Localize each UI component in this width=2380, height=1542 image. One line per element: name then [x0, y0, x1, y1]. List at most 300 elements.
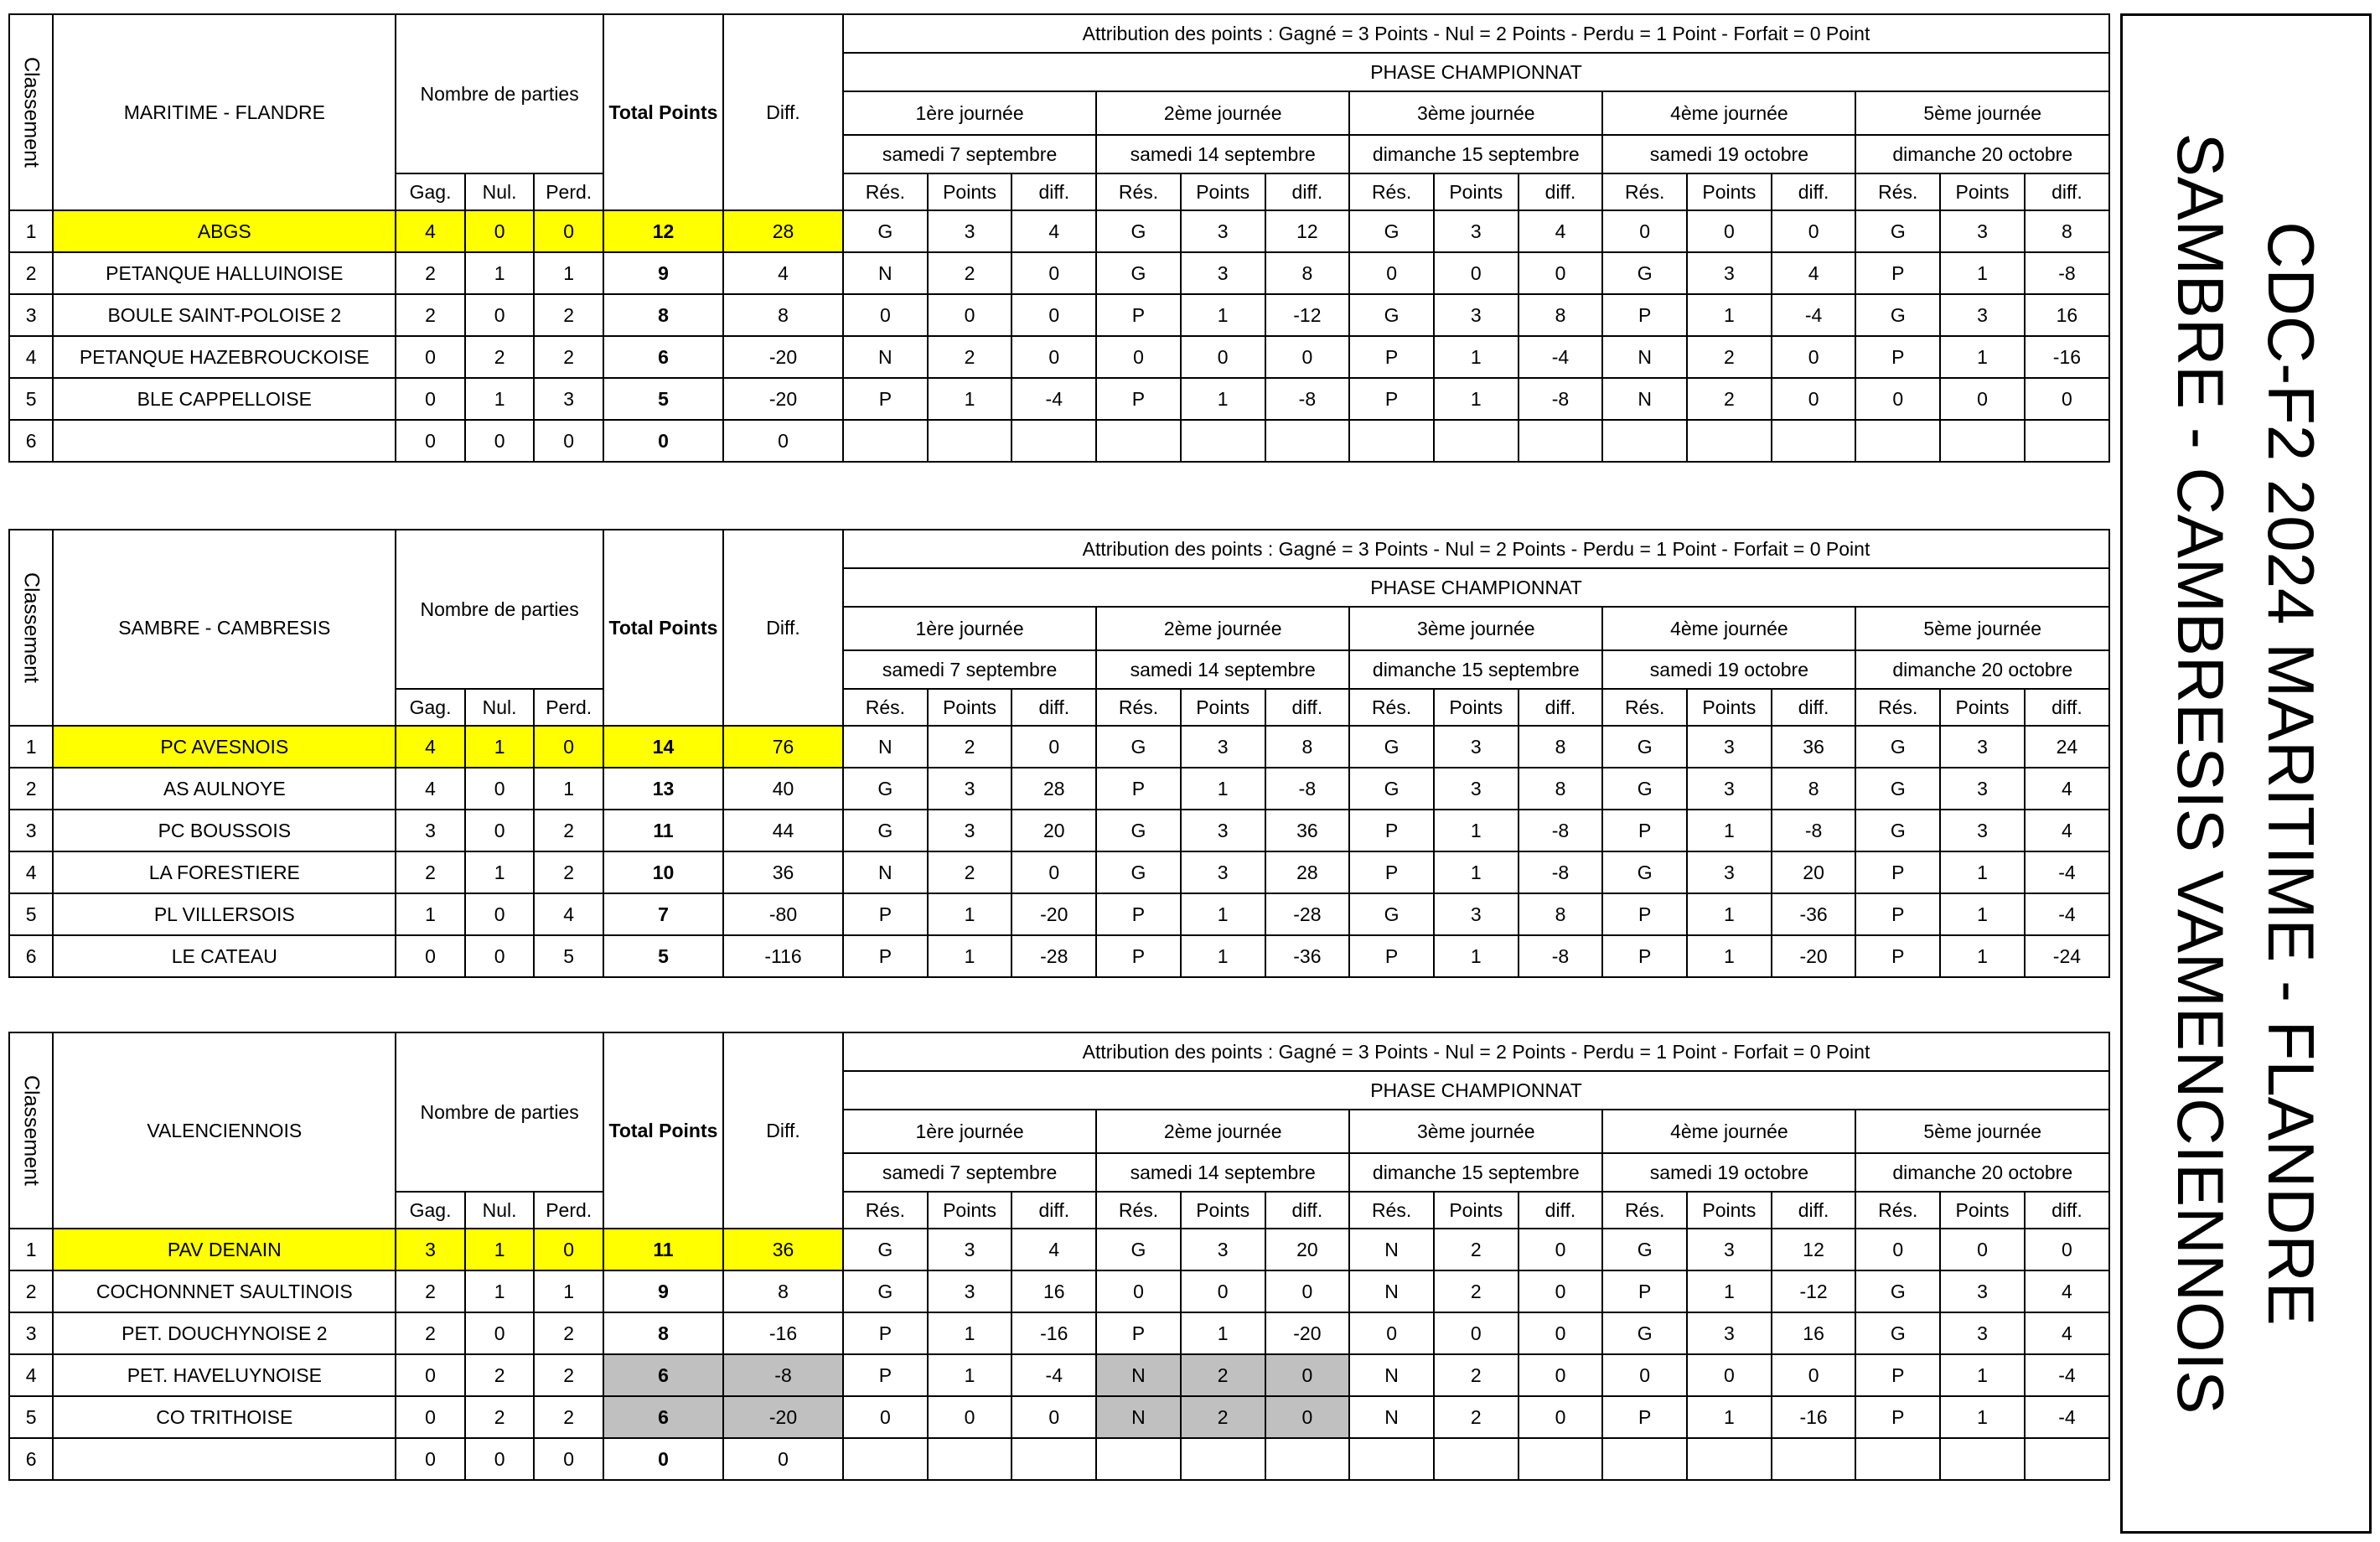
round-diff-cell: 0 — [2025, 1229, 2109, 1270]
team-name-cell: CO TRITHOISE — [53, 1396, 396, 1438]
journee-header-2: 2ème journée — [1096, 607, 1349, 650]
draws-cell: 1 — [465, 1270, 535, 1312]
round-points-cell: 2 — [1687, 378, 1772, 420]
table-row — [9, 420, 2109, 462]
team-name-cell: LE CATEAU — [53, 935, 396, 977]
result-cell: N — [843, 252, 928, 294]
rank-cell: 1 — [9, 210, 53, 252]
round-diff-cell: 0 — [1012, 294, 1096, 336]
wins-cell: 2 — [396, 851, 465, 893]
table-row — [9, 726, 2109, 768]
journee-header-3: 3ème journée — [1349, 1110, 1602, 1153]
result-cell: G — [1349, 768, 1434, 810]
round-points-cell: 3 — [1181, 851, 1265, 893]
round-points-cell — [1687, 420, 1772, 462]
round-diff-cell: 20 — [1265, 1229, 1350, 1270]
result-cell: G — [1602, 726, 1687, 768]
round-points-cell — [928, 420, 1012, 462]
standings-grid — [8, 1032, 2110, 1481]
classement-header — [9, 14, 53, 210]
round-points-cell — [1434, 420, 1519, 462]
goal-diff-cell: 0 — [723, 420, 843, 462]
round-points-cell: 3 — [1687, 726, 1772, 768]
wins-cell: 0 — [396, 1354, 465, 1396]
result-cell: P — [1602, 1270, 1687, 1312]
result-cell: G — [1855, 768, 1940, 810]
competition-title-line-1: CDC-F2 2024 MARITIME - FLANDRE — [2254, 221, 2328, 1326]
total-points-cell: 7 — [603, 893, 723, 935]
team-name-cell: AS AULNOYE — [53, 768, 396, 810]
journee-header-5: 5ème journée — [1855, 607, 2109, 650]
round-diff-cell: -20 — [1012, 893, 1096, 935]
result-cell: P — [843, 1354, 928, 1396]
round-diff-cell: -4 — [1519, 336, 1603, 378]
result-cell: P — [1349, 851, 1434, 893]
table-row — [9, 1229, 2109, 1270]
round-diff-cell — [1519, 1438, 1603, 1480]
nombre-parties-header: Nombre de parties — [396, 530, 603, 689]
round-points-cell: 1 — [1434, 336, 1519, 378]
team-name-cell: BLE CAPPELLOISE — [53, 378, 396, 420]
result-cell: N — [1602, 378, 1687, 420]
rank-cell: 2 — [9, 252, 53, 294]
round-diff-cell: 20 — [1772, 851, 1856, 893]
table-row — [9, 378, 2109, 420]
round-points-cell: 0 — [1687, 1354, 1772, 1396]
round-diff-cell: 0 — [1519, 1270, 1603, 1312]
round-diff-cell: 12 — [1772, 1229, 1856, 1270]
res-header: Rés. — [843, 1192, 928, 1229]
goal-diff-cell: 28 — [723, 210, 843, 252]
diff-header: Diff. — [723, 1032, 843, 1229]
table-row — [9, 1270, 2109, 1312]
table-row — [9, 1438, 2109, 1480]
round-points-cell: 3 — [1687, 768, 1772, 810]
journee-header-4: 4ème journée — [1602, 1110, 1855, 1153]
round-diff-cell: -4 — [1772, 294, 1856, 336]
wins-cell: 0 — [396, 420, 465, 462]
goal-diff-cell: -8 — [723, 1354, 843, 1396]
rank-cell: 6 — [9, 935, 53, 977]
diff-small-header: diff. — [1265, 1192, 1350, 1229]
round-points-cell — [1687, 1438, 1772, 1480]
points-header: Points — [928, 689, 1012, 726]
round-points-cell: 1 — [928, 378, 1012, 420]
result-cell: P — [1855, 1396, 1940, 1438]
round-points-cell: 1 — [1181, 893, 1265, 935]
round-diff-cell: 16 — [2025, 294, 2109, 336]
round-points-cell: 3 — [1434, 210, 1519, 252]
round-diff-cell: 0 — [1012, 726, 1096, 768]
points-attribution-legend: Attribution des points : Gagné = 3 Points - Nul = 2 Points - Perdu = 1 Point - Forfait = 0 Point — [843, 530, 2109, 568]
wins-cell: 2 — [396, 252, 465, 294]
round-points-cell: 1 — [1687, 810, 1772, 851]
round-points-cell: 2 — [1434, 1229, 1519, 1270]
diff-small-header: diff. — [1519, 1192, 1603, 1229]
round-diff-cell: -28 — [1265, 893, 1350, 935]
rank-cell: 4 — [9, 336, 53, 378]
wins-cell: 0 — [396, 336, 465, 378]
round-points-cell: 0 — [1687, 210, 1772, 252]
losses-cell: 0 — [534, 210, 603, 252]
result-cell: G — [843, 1270, 928, 1312]
goal-diff-cell: 36 — [723, 851, 843, 893]
round-diff-cell: 8 — [1265, 252, 1350, 294]
result-cell — [1855, 1438, 1940, 1480]
round-diff-cell — [1772, 420, 1856, 462]
result-cell — [843, 1438, 928, 1480]
points-attribution-legend: Attribution des points : Gagné = 3 Points - Nul = 2 Points - Perdu = 1 Point - Forfait = 0 Point — [843, 1032, 2109, 1071]
result-cell — [1349, 420, 1434, 462]
round-diff-cell: 8 — [1265, 726, 1350, 768]
round-diff-cell: 0 — [1012, 252, 1096, 294]
round-diff-cell: 4 — [2025, 1312, 2109, 1354]
res-header: Rés. — [1349, 689, 1434, 726]
goal-diff-cell: 8 — [723, 1270, 843, 1312]
total-points-header: Total Points — [603, 1032, 723, 1229]
result-cell: P — [1855, 893, 1940, 935]
total-points-cell: 11 — [603, 1229, 723, 1270]
journee-date-2: samedi 14 septembre — [1096, 1153, 1349, 1192]
res-header: Rés. — [1855, 173, 1940, 210]
round-diff-cell: -8 — [1265, 378, 1350, 420]
result-cell: P — [1096, 294, 1181, 336]
rank-cell: 6 — [9, 1438, 53, 1480]
round-points-cell: 1 — [1940, 252, 2025, 294]
rank-cell: 5 — [9, 893, 53, 935]
result-cell: 0 — [1855, 1229, 1940, 1270]
goal-diff-cell: 76 — [723, 726, 843, 768]
team-name-cell: BOULE SAINT-POLOISE 2 — [53, 294, 396, 336]
round-points-cell: 1 — [1181, 768, 1265, 810]
goal-diff-cell: 36 — [723, 1229, 843, 1270]
round-points-cell: 3 — [1687, 851, 1772, 893]
goal-diff-cell: 0 — [723, 1438, 843, 1480]
result-cell — [1096, 420, 1181, 462]
round-points-cell: 0 — [1434, 252, 1519, 294]
nul-header: Nul. — [465, 1192, 535, 1229]
result-cell: N — [1602, 336, 1687, 378]
round-points-cell — [928, 1438, 1012, 1480]
result-cell: 0 — [1096, 1270, 1181, 1312]
losses-cell: 2 — [534, 851, 603, 893]
draws-cell: 0 — [465, 294, 535, 336]
round-points-cell: 2 — [928, 851, 1012, 893]
points-header: Points — [1434, 173, 1519, 210]
result-cell: 0 — [843, 294, 928, 336]
round-diff-cell: 8 — [1772, 768, 1856, 810]
round-points-cell: 1 — [1940, 935, 2025, 977]
region-name: MARITIME - FLANDRE — [53, 14, 396, 210]
result-cell: P — [1096, 768, 1181, 810]
diff-small-header: diff. — [2025, 689, 2109, 726]
total-points-cell: 0 — [603, 1438, 723, 1480]
result-cell: G — [1349, 210, 1434, 252]
journee-header-5: 5ème journée — [1855, 91, 2109, 135]
result-cell: P — [1602, 1396, 1687, 1438]
total-points-cell: 9 — [603, 1270, 723, 1312]
round-points-cell: 1 — [1687, 935, 1772, 977]
round-diff-cell: -8 — [1519, 935, 1603, 977]
competition-title — [2155, 28, 2336, 1519]
res-header: Rés. — [1349, 173, 1434, 210]
round-diff-cell: 4 — [2025, 810, 2109, 851]
round-diff-cell: 12 — [1265, 210, 1350, 252]
losses-cell: 2 — [534, 294, 603, 336]
table-row — [9, 252, 2109, 294]
total-points-cell: 6 — [603, 1354, 723, 1396]
result-cell — [1855, 420, 1940, 462]
result-cell: P — [1855, 252, 1940, 294]
res-header: Rés. — [1096, 1192, 1181, 1229]
result-cell: N — [1349, 1396, 1434, 1438]
result-cell: G — [1349, 294, 1434, 336]
round-points-cell: 3 — [1940, 210, 2025, 252]
result-cell: G — [1096, 726, 1181, 768]
table-row — [9, 935, 2109, 977]
round-diff-cell: 8 — [2025, 210, 2109, 252]
result-cell: P — [1096, 378, 1181, 420]
round-points-cell: 2 — [1434, 1354, 1519, 1396]
round-diff-cell: 24 — [2025, 726, 2109, 768]
classement-header-text: Classement — [19, 572, 44, 683]
wins-cell: 0 — [396, 935, 465, 977]
losses-cell: 2 — [534, 1396, 603, 1438]
goal-diff-cell: -80 — [723, 893, 843, 935]
result-cell: G — [1096, 210, 1181, 252]
res-header: Rés. — [1602, 689, 1687, 726]
total-points-header: Total Points — [603, 530, 723, 726]
round-diff-cell: 4 — [1012, 1229, 1096, 1270]
round-diff-cell: 0 — [1772, 210, 1856, 252]
team-name-cell: PL VILLERSOIS — [53, 893, 396, 935]
total-points-cell: 0 — [603, 420, 723, 462]
wins-cell: 0 — [396, 1438, 465, 1480]
diff-small-header: diff. — [1519, 173, 1603, 210]
round-points-cell: 1 — [928, 935, 1012, 977]
round-points-cell — [1434, 1438, 1519, 1480]
round-points-cell: 3 — [928, 768, 1012, 810]
gag-header: Gag. — [396, 173, 465, 210]
nul-header: Nul. — [465, 689, 535, 726]
round-points-cell — [1181, 420, 1265, 462]
round-diff-cell: 8 — [1519, 294, 1603, 336]
diff-header: Diff. — [723, 14, 843, 210]
rank-cell: 1 — [9, 1229, 53, 1270]
round-diff-cell: 4 — [1519, 210, 1603, 252]
journee-date-1: samedi 7 septembre — [843, 650, 1096, 689]
total-points-cell: 5 — [603, 935, 723, 977]
perd-header: Perd. — [534, 689, 603, 726]
round-diff-cell: 28 — [1265, 851, 1350, 893]
journee-date-3: dimanche 15 septembre — [1349, 1153, 1602, 1192]
result-cell: G — [1602, 768, 1687, 810]
round-points-cell: 3 — [1181, 210, 1265, 252]
result-cell: P — [1349, 935, 1434, 977]
result-cell: N — [1096, 1354, 1181, 1396]
round-points-cell: 1 — [1687, 1270, 1772, 1312]
round-diff-cell: 8 — [1519, 768, 1603, 810]
classement-header-text: Classement — [19, 1075, 44, 1186]
round-points-cell: 3 — [928, 1270, 1012, 1312]
points-attribution-legend: Attribution des points : Gagné = 3 Points - Nul = 2 Points - Perdu = 1 Point - Forfait = 0 Point — [843, 14, 2109, 53]
round-diff-cell: 0 — [1012, 1396, 1096, 1438]
points-header: Points — [1181, 689, 1265, 726]
classement-header — [9, 530, 53, 726]
round-points-cell: 1 — [1940, 336, 2025, 378]
round-diff-cell: -28 — [1012, 935, 1096, 977]
result-cell: P — [843, 893, 928, 935]
round-points-cell: 0 — [928, 294, 1012, 336]
round-points-cell: 1 — [1434, 935, 1519, 977]
table-row — [9, 810, 2109, 851]
losses-cell: 0 — [534, 726, 603, 768]
round-points-cell: 3 — [1940, 768, 2025, 810]
round-diff-cell: 0 — [1265, 1396, 1350, 1438]
points-header: Points — [1434, 689, 1519, 726]
round-points-cell — [1181, 1438, 1265, 1480]
wins-cell: 2 — [396, 294, 465, 336]
goal-diff-cell: -20 — [723, 1396, 843, 1438]
total-points-cell: 8 — [603, 1312, 723, 1354]
round-points-cell: 1 — [1181, 935, 1265, 977]
round-diff-cell: -8 — [1519, 810, 1603, 851]
points-header: Points — [1181, 173, 1265, 210]
result-cell: G — [1096, 1229, 1181, 1270]
round-points-cell: 1 — [1181, 1312, 1265, 1354]
result-cell: P — [1602, 935, 1687, 977]
round-diff-cell: -4 — [2025, 851, 2109, 893]
losses-cell: 1 — [534, 1270, 603, 1312]
gag-header: Gag. — [396, 1192, 465, 1229]
round-diff-cell — [1519, 420, 1603, 462]
round-diff-cell: 36 — [1265, 810, 1350, 851]
team-name-cell: PC AVESNOIS — [53, 726, 396, 768]
result-cell — [1096, 1438, 1181, 1480]
round-diff-cell: -36 — [1265, 935, 1350, 977]
phase-header: PHASE CHAMPIONNAT — [843, 1071, 2109, 1110]
points-header: Points — [1687, 1192, 1772, 1229]
round-diff-cell: 0 — [1265, 1270, 1350, 1312]
round-diff-cell: 16 — [1012, 1270, 1096, 1312]
round-diff-cell: -8 — [1519, 851, 1603, 893]
res-header: Rés. — [843, 689, 928, 726]
result-cell: G — [843, 768, 928, 810]
round-points-cell: 3 — [928, 1229, 1012, 1270]
journee-header-3: 3ème journée — [1349, 607, 1602, 650]
result-cell: P — [843, 378, 928, 420]
wins-cell: 3 — [396, 810, 465, 851]
res-header: Rés. — [1855, 1192, 1940, 1229]
result-cell: N — [1096, 1396, 1181, 1438]
result-cell: P — [1349, 336, 1434, 378]
result-cell: G — [1855, 1270, 1940, 1312]
round-points-cell: 3 — [1687, 1312, 1772, 1354]
result-cell: G — [843, 1229, 928, 1270]
classement-header — [9, 1032, 53, 1229]
round-diff-cell: -4 — [2025, 1354, 2109, 1396]
wins-cell: 3 — [396, 1229, 465, 1270]
round-points-cell: 3 — [1434, 726, 1519, 768]
nombre-parties-header: Nombre de parties — [396, 1032, 603, 1192]
round-diff-cell: -12 — [1265, 294, 1350, 336]
total-points-cell: 11 — [603, 810, 723, 851]
round-diff-cell: -8 — [1519, 378, 1603, 420]
round-points-cell: 3 — [1181, 726, 1265, 768]
result-cell: G — [1096, 252, 1181, 294]
round-diff-cell — [1265, 420, 1350, 462]
result-cell: N — [1349, 1229, 1434, 1270]
header-row — [9, 530, 2109, 568]
result-cell: P — [1602, 893, 1687, 935]
journee-header-4: 4ème journée — [1602, 607, 1855, 650]
draws-cell: 0 — [465, 420, 535, 462]
result-cell: P — [1096, 935, 1181, 977]
round-points-cell: 1 — [1181, 294, 1265, 336]
journee-date-4: samedi 19 octobre — [1602, 135, 1855, 173]
round-diff-cell: 4 — [2025, 1270, 2109, 1312]
losses-cell: 2 — [534, 1354, 603, 1396]
phase-header: PHASE CHAMPIONNAT — [843, 53, 2109, 91]
round-diff-cell — [1772, 1438, 1856, 1480]
result-cell: G — [1349, 726, 1434, 768]
team-name-cell: COCHONNNET SAULTINOIS — [53, 1270, 396, 1312]
round-diff-cell: 0 — [1519, 1312, 1603, 1354]
draws-cell: 0 — [465, 1312, 535, 1354]
losses-cell: 4 — [534, 893, 603, 935]
round-points-cell: 2 — [1181, 1354, 1265, 1396]
total-points-cell: 5 — [603, 378, 723, 420]
round-points-cell: 0 — [1940, 1229, 2025, 1270]
round-points-cell: 3 — [1434, 294, 1519, 336]
journee-header-1: 1ère journée — [843, 607, 1096, 650]
round-points-cell: 3 — [1940, 294, 2025, 336]
diff-small-header: diff. — [2025, 1192, 2109, 1229]
wins-cell: 4 — [396, 210, 465, 252]
journee-header-1: 1ère journée — [843, 91, 1096, 135]
losses-cell: 5 — [534, 935, 603, 977]
diff-small-header: diff. — [1265, 173, 1350, 210]
points-header: Points — [1940, 1192, 2025, 1229]
journee-header-2: 2ème journée — [1096, 91, 1349, 135]
goal-diff-cell: -20 — [723, 336, 843, 378]
goal-diff-cell: 4 — [723, 252, 843, 294]
rank-cell: 1 — [9, 726, 53, 768]
result-cell: G — [1349, 893, 1434, 935]
round-points-cell: 3 — [1181, 810, 1265, 851]
round-points-cell: 1 — [1687, 893, 1772, 935]
round-points-cell: 1 — [1940, 893, 2025, 935]
journee-date-1: samedi 7 septembre — [843, 135, 1096, 173]
round-points-cell: 3 — [1434, 768, 1519, 810]
round-points-cell: 1 — [1687, 1396, 1772, 1438]
round-diff-cell: -36 — [1772, 893, 1856, 935]
points-header: Points — [1181, 1192, 1265, 1229]
table-row — [9, 210, 2109, 252]
points-header: Points — [1687, 173, 1772, 210]
round-points-cell: 1 — [928, 1354, 1012, 1396]
journee-date-1: samedi 7 septembre — [843, 1153, 1096, 1192]
team-name-cell: PAV DENAIN — [53, 1229, 396, 1270]
result-cell: P — [843, 935, 928, 977]
losses-cell: 1 — [534, 252, 603, 294]
draws-cell: 0 — [465, 810, 535, 851]
team-name-cell — [53, 1438, 396, 1480]
team-name-cell: LA FORESTIERE — [53, 851, 396, 893]
result-cell: G — [1855, 1312, 1940, 1354]
result-cell: P — [1349, 810, 1434, 851]
round-points-cell: 3 — [1940, 810, 2025, 851]
